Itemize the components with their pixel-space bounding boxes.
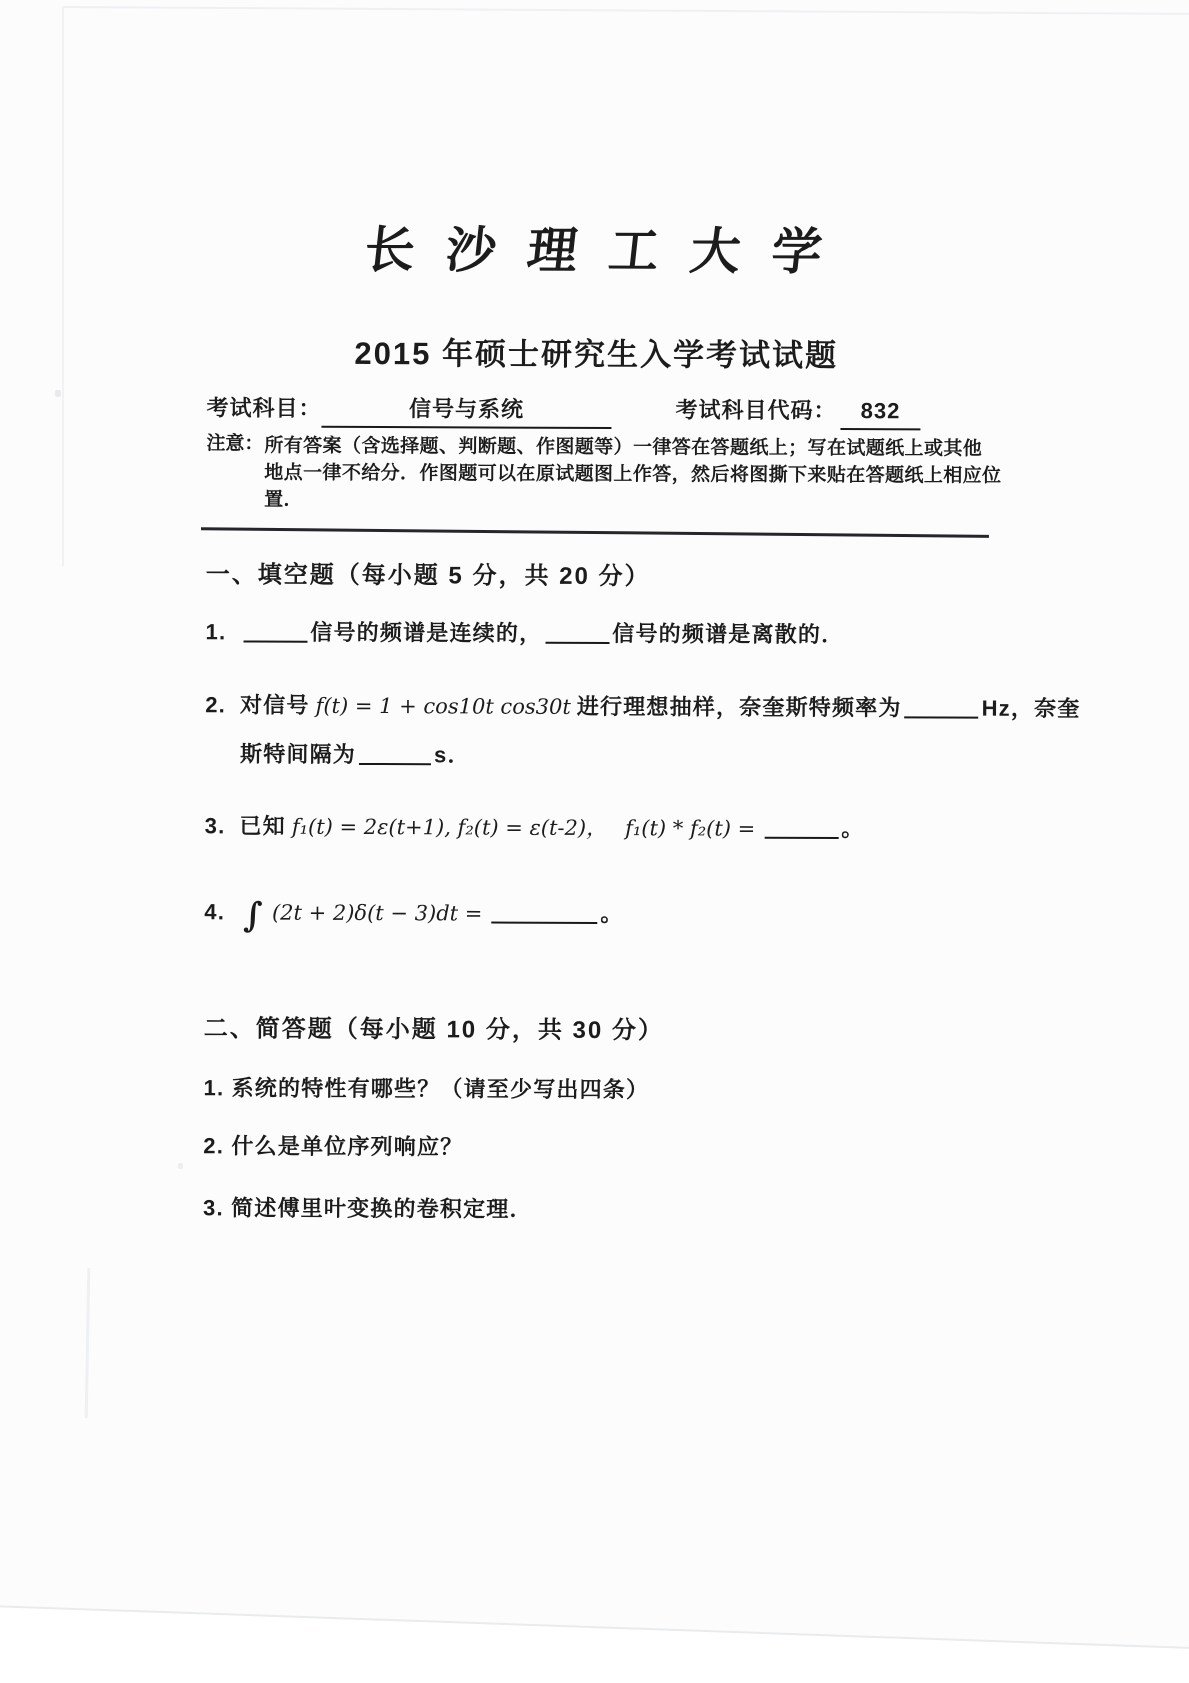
- question-text: 信号的频谱是连续的，: [310, 619, 543, 646]
- formula: f(t) = 1 + cos10t cos30t: [315, 693, 571, 719]
- integral-sign: ∫: [242, 895, 265, 936]
- short-question-2: 2. 什么是单位序列响应？: [203, 1133, 464, 1160]
- section-fill-heading: 一、填空题（每小题 5 分，共 20 分）: [205, 561, 651, 591]
- subject-code-value: 832: [860, 398, 901, 424]
- divider-line: [201, 527, 989, 538]
- notice-text: [264, 433, 1002, 517]
- question-number: 3.: [204, 813, 226, 839]
- exam-title: 2015 年硕士研究生入学考试试题: [354, 335, 839, 374]
- answer-blank: [491, 904, 597, 924]
- subject-code-underline: [840, 397, 920, 430]
- question-number: 4.: [204, 899, 226, 925]
- question-text: 进行理想抽样，奈奎斯特频率为: [576, 693, 902, 721]
- formula: (2t + 2)δ(t − 3)dt =: [271, 900, 483, 926]
- answer-blank: [545, 624, 609, 644]
- answer-blank: [359, 745, 431, 765]
- question-text: 对信号: [239, 692, 310, 718]
- fill-question-2-line1: [205, 691, 1080, 722]
- question-text: 。: [600, 901, 624, 927]
- question-text: Hz，奈奎: [981, 695, 1081, 722]
- short-question-1: 1. 系统的特性有哪些？（请至少写出四条）: [203, 1075, 650, 1103]
- section-short-heading: 二、简答题（每小题 10 分，共 30 分）: [203, 1015, 664, 1045]
- fill-question-1: [205, 618, 844, 648]
- fill-question-2-line2: [240, 740, 471, 769]
- question-text: 。: [841, 816, 865, 842]
- university-title: 长 沙 理 工 大 学: [361, 219, 833, 281]
- formula: f₁(t) = 2ε(t+1), f₂(t) = ε(t-2)，: [291, 814, 608, 841]
- notice-line: 地点一律不给分．作图题可以在原试题图上作答，然后将图撕下来贴在答题纸上相应位: [264, 462, 1002, 487]
- notice-line: 所有答案（含选择题、判断题、作图题等）一律答在答题纸上；写在试题纸上或其他: [264, 435, 983, 460]
- question-text: 斯特间隔为: [239, 741, 357, 767]
- fill-question-3: [205, 812, 865, 842]
- question-text: s．: [433, 742, 471, 768]
- answer-blank: [764, 819, 838, 839]
- subject-value: 信号与系统: [408, 396, 525, 422]
- fill-question-4: [204, 895, 624, 936]
- answer-blank: [905, 698, 979, 718]
- formula: f₁(t) * f₂(t) =: [625, 816, 756, 841]
- question-number: 2.: [205, 692, 227, 718]
- answer-blank: [243, 622, 307, 642]
- notice-label: 注意：: [206, 433, 264, 455]
- question-text: 已知: [239, 813, 286, 839]
- question-number: 1.: [205, 619, 227, 645]
- short-question-3: 3. 简述傅里叶变换的卷积定理．: [202, 1195, 533, 1222]
- subject-underline: [321, 395, 611, 429]
- subject-code-label: 考试科目代码：: [675, 397, 837, 424]
- subject-row: [206, 394, 920, 430]
- subject-label: 考试科目：: [206, 395, 322, 421]
- notice-line: 置．: [264, 489, 303, 511]
- question-text: 信号的频谱是离散的．: [612, 621, 845, 648]
